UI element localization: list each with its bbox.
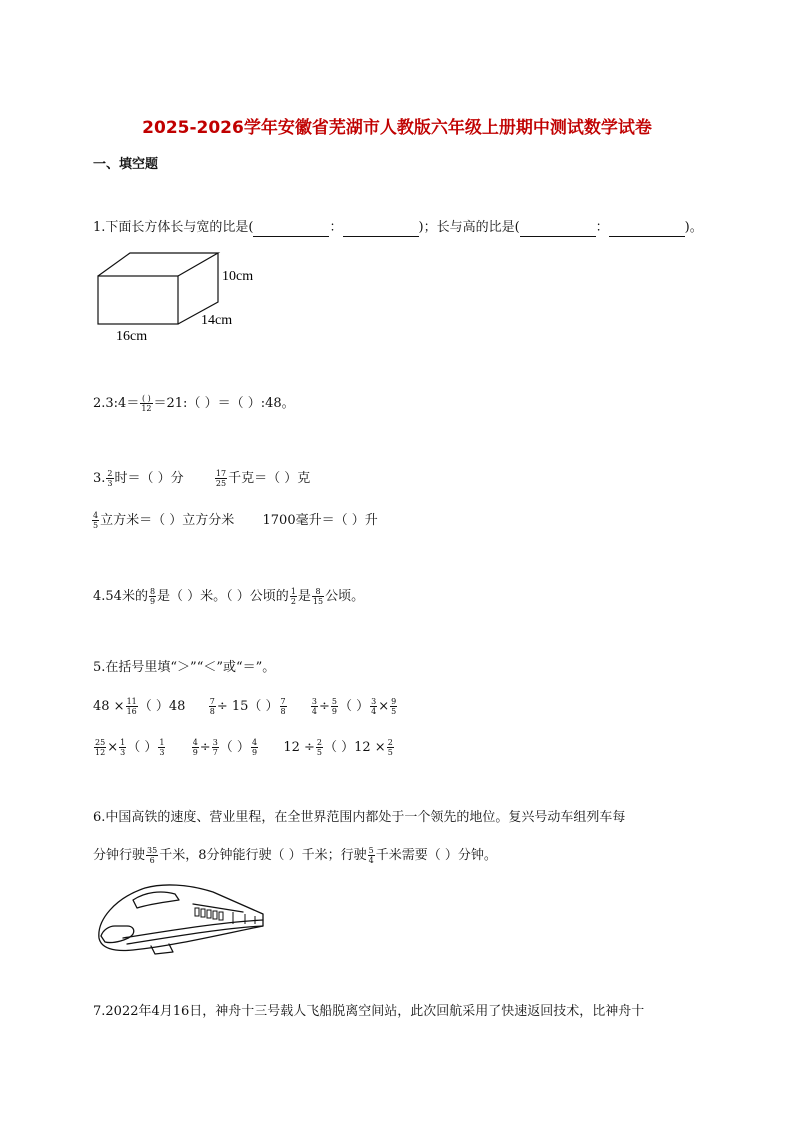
question-1-text: [93, 219, 703, 237]
q3-fraction-1: $\frac{2}{3}$: [107, 469, 113, 488]
question-3-line-2: [91, 511, 378, 530]
q1-blank-2[interactable]: [343, 222, 419, 237]
q5-r1b-frac-2: $\frac{7}{8}$: [280, 697, 286, 716]
q2-rest: ＝21:（ ）＝（ ）:48。: [153, 396, 295, 411]
q5-r1c-frac: $\frac{3}{4}$: [311, 697, 317, 716]
q5-r2c-frac-2: $\frac{2}{5}$: [387, 738, 393, 757]
q5-r2a-frac-3: $\frac{1}{3}$: [159, 738, 165, 757]
q1-end: )。: [684, 220, 703, 235]
q5-r1c-frac-2: $\frac{5}{9}$: [331, 697, 337, 716]
q5-r1b-mid: ÷ 15（ ）: [216, 699, 279, 714]
q5-r2b-frac-2: $\frac{3}{7}$: [212, 738, 218, 757]
q5-r2b-frac-3: $\frac{4}{9}$: [251, 738, 258, 757]
train-headlight: [101, 926, 134, 943]
train-window-2: [201, 909, 205, 917]
q5-r1a-post: （ ）48: [138, 699, 186, 714]
cuboid-front-face: [98, 276, 178, 324]
q5-r1c-mid: （ ）: [339, 699, 370, 714]
q6-part-c: 千米需要（ ）分钟。: [375, 848, 497, 863]
question-6-line-2: [93, 846, 497, 865]
high-speed-train-illustration: [93, 880, 273, 955]
q1-colon-1: ：: [329, 220, 343, 235]
q5-r2a-mid: （ ）: [127, 740, 158, 755]
q4-part-3: 公顷。: [325, 589, 365, 604]
q4-fraction-3: $\frac{8}{15}$: [312, 587, 324, 606]
question-6-line-1: 6.中国高铁的速度、营业里程，在全世界范围内都处于一个领先的地位。复兴号动车组列车每: [93, 810, 626, 825]
q1-blank-4[interactable]: [609, 222, 685, 237]
q3-part-1: 时＝（ ）分: [114, 471, 184, 486]
question-7-line-1: 7.2022年4月16日，神舟十三号载人飞船脱离空间站，此次回航采用了快速返回技术，比神舟十: [93, 1004, 645, 1019]
q4-fraction-1: $\frac{8}{9}$: [149, 587, 156, 606]
q5-r2a-frac: $\frac{25}{12}$: [95, 738, 106, 757]
q2-fraction: $\frac{( )}{12}$: [141, 394, 152, 413]
exam-title: 2025-2026学年安徽省芜湖市人教版六年级上册期中测试数学试卷: [142, 118, 652, 138]
q1-mid: )；长与高的比是(: [418, 220, 520, 235]
question-3-line-1: [93, 469, 310, 488]
q1-blank-3[interactable]: [520, 222, 596, 237]
cuboid-length-label: 16cm: [116, 329, 148, 344]
question-5-row-2: [93, 738, 395, 757]
cuboid-top-face: [98, 253, 218, 276]
q6-part-b: 千米，8分钟能行驶（ ）千米；行驶: [159, 848, 367, 863]
q3-part-3: 立方米＝（ ）立方分米: [100, 513, 235, 528]
q3-part-2: 千克＝（ ）克: [228, 471, 311, 486]
q6-fraction-1: $\frac{35}{6}$: [147, 846, 158, 865]
train-window-1: [195, 908, 199, 916]
q5-r1a-pre: 48 ×: [93, 699, 125, 714]
train-window-3: [207, 910, 211, 918]
q5-r1c-frac-4: $\frac{9}{5}$: [391, 697, 397, 716]
cuboid-height-label: 10cm: [222, 269, 254, 284]
train-windshield: [133, 892, 179, 908]
train-window-4: [213, 911, 217, 919]
cuboid-width-label: 14cm: [201, 313, 233, 328]
q5-r2a-frac-2: $\frac{1}{3}$: [120, 738, 126, 757]
q1-lead: 1.下面长方体长与宽的比是(: [93, 220, 254, 235]
q4-lead: 4.54米的: [93, 589, 148, 604]
train-stripe-2: [127, 926, 263, 944]
q6-fraction-2: $\frac{5}{4}$: [368, 846, 374, 865]
question-5-row-1: [93, 697, 398, 716]
q2-lead: 2.3:4＝: [93, 396, 140, 411]
q5-r2a-op: ×: [107, 740, 119, 755]
q5-r1a-frac: $\frac{11}{16}$: [126, 697, 137, 716]
q5-r1c-op: ÷: [319, 699, 330, 714]
q1-colon-2: ：: [595, 220, 609, 235]
q5-r1c-op-2: ×: [378, 699, 390, 714]
q4-part-2: 是: [297, 589, 311, 604]
q3-fraction-3: $\frac{4}{5}$: [93, 511, 99, 530]
q3-number: 3.: [93, 471, 106, 486]
cuboid-figure: [90, 248, 280, 348]
q5-r2c-pre: 12 ÷: [283, 740, 315, 755]
q5-r2b-op: ÷: [199, 740, 211, 755]
question-2-text: [93, 394, 295, 413]
q6-part-a: 分钟行驶: [93, 848, 146, 863]
q5-r2c-frac: $\frac{2}{5}$: [316, 738, 322, 757]
question-4-text: [93, 587, 364, 606]
q5-r1c-frac-3: $\frac{3}{4}$: [371, 697, 377, 716]
q1-blank-1[interactable]: [253, 222, 329, 237]
q5-r2b-frac: $\frac{4}{9}$: [192, 738, 198, 757]
q3-fraction-2: $\frac{17}{25}$: [215, 469, 227, 488]
q5-r2c-mid: （ ）12 ×: [323, 740, 386, 755]
q4-part-1: 是（ ）米。（ ）公顷的: [157, 589, 289, 604]
section-heading-fill-blank: 一、填空题: [93, 157, 159, 172]
q3-part-4: 1700毫升＝（ ）升: [262, 513, 378, 528]
train-window-5: [219, 912, 223, 920]
q4-fraction-2: $\frac{1}{2}$: [290, 587, 296, 606]
train-stripe-1: [123, 920, 263, 938]
q5-r1b-frac: $\frac{7}{8}$: [209, 697, 215, 716]
question-5-lead: 5.在括号里填“＞”“＜”或“＝”。: [93, 660, 276, 675]
q5-r2b-mid: （ ）: [219, 740, 250, 755]
